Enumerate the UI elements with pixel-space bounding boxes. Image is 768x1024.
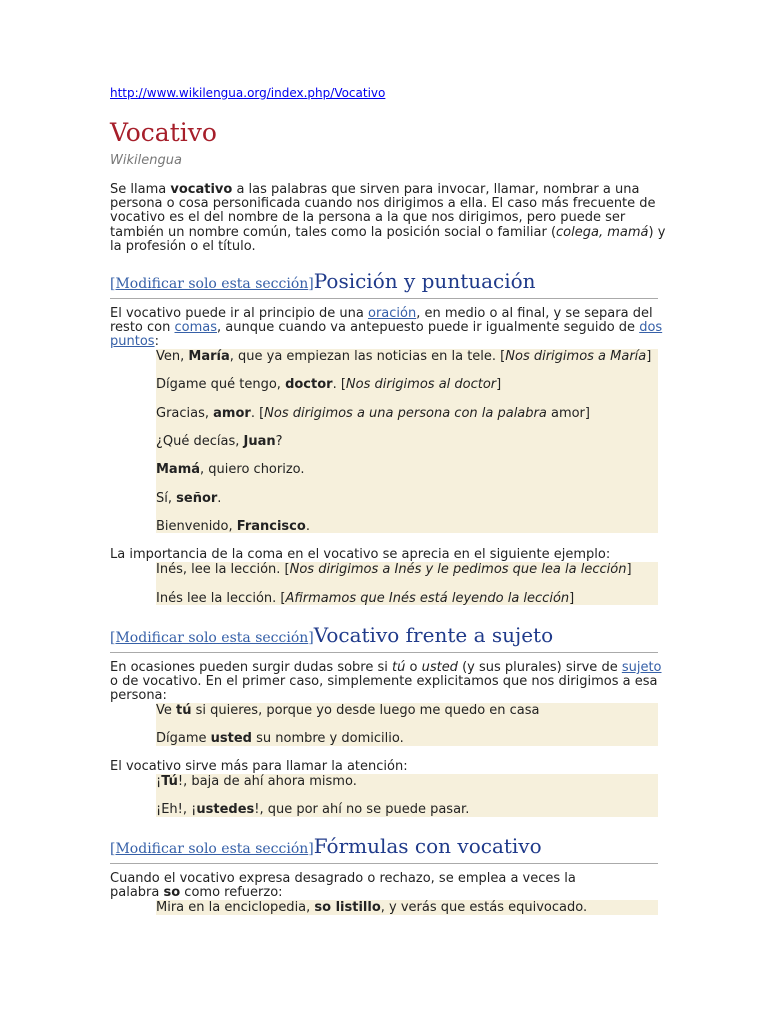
example-line: ¿Qué decías, Juan? <box>156 434 283 449</box>
section1-paragraph2: La importancia de la coma en el vocativo se aprecia en el siguiente ejemplo: <box>110 547 611 562</box>
link-oracion[interactable]: oración <box>368 306 417 321</box>
intro-text: ) y la profesión o el título. <box>110 224 666 254</box>
example-line: Mira en la enciclopedia, so listillo, y verás que estás equivocado. <box>156 900 588 915</box>
section-heading-posicion <box>110 270 658 299</box>
edit-section-link[interactable]: [Modificar solo esta sección]Fórmulas con vocativo <box>110 834 542 858</box>
edit-section-anchor[interactable]: Modificar solo esta sección <box>115 630 309 646</box>
edit-section-anchor[interactable]: Modificar solo esta sección <box>115 276 309 292</box>
example-box <box>156 562 658 605</box>
edit-section-link[interactable]: [Modificar solo esta sección]Posición y puntuación <box>110 269 536 293</box>
example-line: Gracias, amor. [Nos dirigimos a una persona con la palabra amor] <box>156 406 590 421</box>
paragraph-text: , aunque cuando va antepuesto puede ir igualmente seguido de <box>217 320 640 336</box>
link-dos-puntos[interactable]: dos puntos <box>110 320 663 350</box>
source-url-link[interactable]: http://www.wikilengua.org/index.php/Vocativo <box>110 86 386 100</box>
example-line: Inés, lee la lección. [Nos dirigimos a Inés y le pedimos que lea la lección] <box>156 562 632 577</box>
edit-section-anchor[interactable]: Modificar solo esta sección <box>115 841 309 857</box>
section-heading-formulas <box>110 835 658 864</box>
example-line: Sí, señor. <box>156 491 222 506</box>
section-title: Posición y puntuación <box>313 269 536 293</box>
section-heading-vocativo-sujeto <box>110 624 658 653</box>
example-line: Ve tú si quieres, porque yo desde luego me quedo en casa <box>156 703 540 718</box>
example-line: Dígame qué tengo, doctor. [Nos dirigimos al doctor] <box>156 377 502 392</box>
link-sujeto[interactable]: sujeto <box>621 660 662 675</box>
section1-paragraph <box>110 307 666 350</box>
example-line: Inés lee la lección. [Afirmamos que Inés está leyendo la lección] <box>156 591 575 606</box>
section2-paragraph2: El vocativo sirve más para llamar la atención: <box>110 759 408 774</box>
page-subtitle: Wikilengua <box>110 153 182 168</box>
example-line: Dígame usted su nombre y domicilio. <box>156 731 404 746</box>
example-box <box>156 703 658 746</box>
paragraph-text: El vocativo puede ir al principio de una <box>110 306 368 321</box>
paragraph-text: : <box>154 334 159 350</box>
example-line: Mamá, quiero chorizo. <box>156 462 305 477</box>
link-comas[interactable]: comas <box>174 320 218 336</box>
edit-section-link[interactable]: [Modificar solo esta sección]Vocativo frente a sujeto <box>110 623 554 647</box>
example-line: ¡Eh!, ¡ustedes!, que por ahí no se puede pasar. <box>156 802 470 817</box>
intro-paragraph <box>110 183 666 254</box>
intro-text: Se llama <box>110 182 171 197</box>
example-box <box>156 349 658 533</box>
intro-examples: colega, mamá <box>556 224 649 240</box>
section-title: Vocativo frente a sujeto <box>313 623 554 647</box>
section-title: Fórmulas con vocativo <box>313 834 542 858</box>
example-box <box>156 774 658 817</box>
intro-term: vocativo <box>170 182 233 197</box>
example-box <box>156 900 658 915</box>
example-line: ¡Tú!, baja de ahí ahora mismo. <box>156 774 357 789</box>
example-line: Ven, María, que ya empiezan las noticias en la tele. [Nos dirigimos a María] <box>156 349 652 364</box>
example-line: Bienvenido, Francisco. <box>156 519 310 534</box>
page-title: Vocativo <box>110 118 217 147</box>
section3-paragraph: Cuando el vocativo expresa desagrado o rechazo, se emplea a veces la palabra so como refuerzo: <box>110 871 576 901</box>
section2-paragraph: En ocasiones pueden surgir dudas sobre si tú o usted (y sus plurales) sirve de sujeto o de vocativo. En el primer caso, simplemente explicitamos que nos dirigimos a esa persona: <box>110 660 662 704</box>
intro-text: a las palabras que sirven para invocar, llamar, nombrar a una persona o cosa personificada cuando nos dirigimos a ella. El caso más frecuente de vocativo es el del nombre de la persona a la que nos dirigimos, pero puede ser también un nombre común, tales como la posición social o familiar ( <box>110 182 656 240</box>
paragraph-text: , en medio o al final, y se separa del resto con <box>110 306 653 336</box>
